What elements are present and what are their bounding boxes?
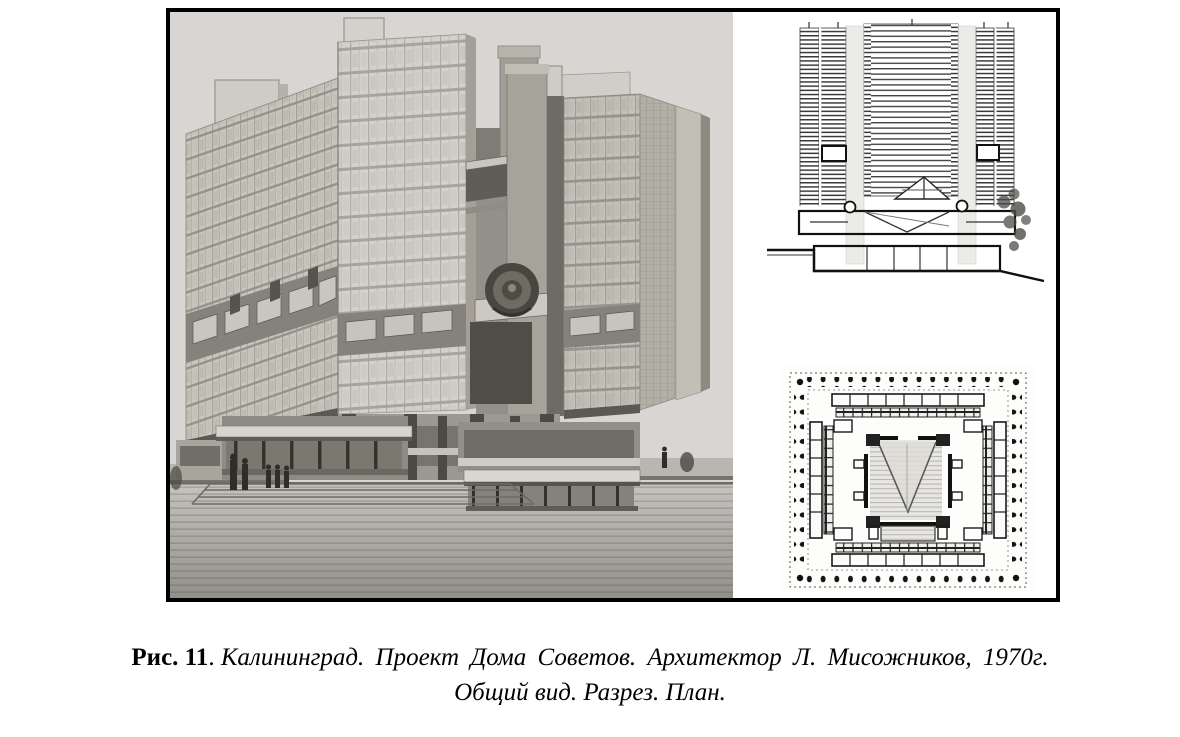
caption-separator: . [208, 644, 221, 671]
front-tower [338, 18, 476, 414]
caption-line-2: Общий вид. Разрез. План. [454, 679, 726, 706]
caption-line-1 [0, 640, 1180, 675]
caption-line1-text: Калининград. Проект Дома Советов. Архитектор Л. Мисожников, 1970г. [220, 644, 1049, 671]
section-towers [800, 19, 1014, 214]
figure-caption [0, 640, 1180, 710]
plan-drawing [778, 364, 1038, 596]
section-drawing [752, 14, 1052, 282]
soviet-emblem-icon [485, 263, 539, 317]
figure-frame [166, 8, 1060, 602]
left-wing [186, 78, 338, 448]
right-tower [547, 94, 710, 419]
section-base-mask [792, 206, 1026, 274]
figure-number: Рис. 11 [131, 644, 209, 671]
perspective-drawing [170, 12, 733, 598]
